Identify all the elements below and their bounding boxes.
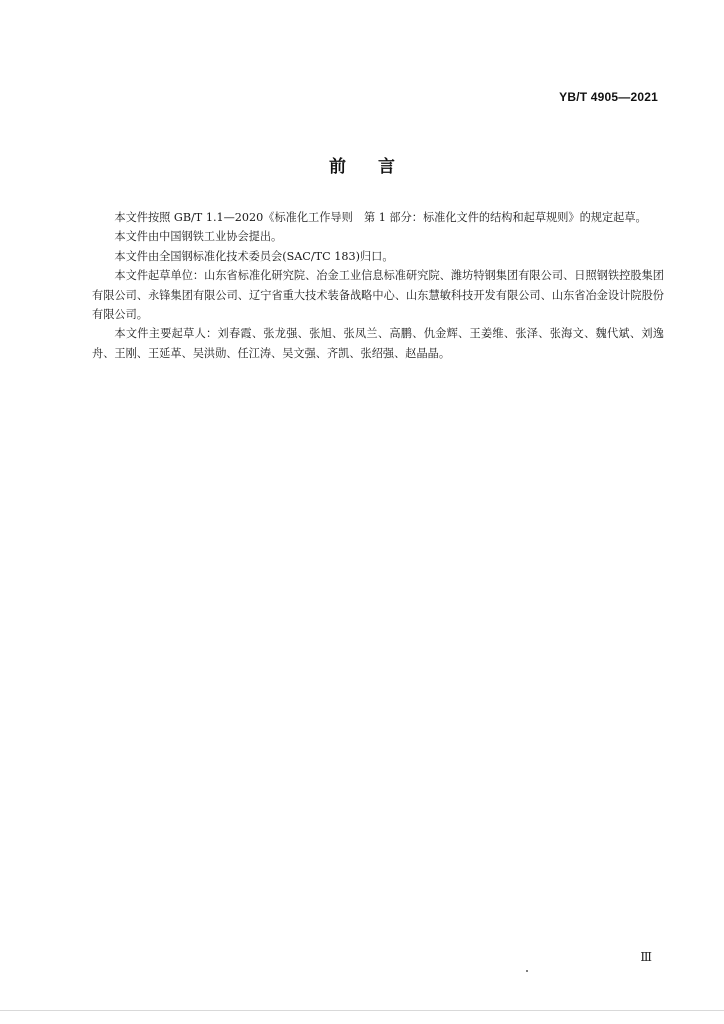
page-title: 前言 (329, 157, 427, 177)
paragraph-drafting-units: 本文件起草单位：山东省标准化研究院、冶金工业信息标准研究院、潍坊特钢集团有限公司、日照钢铁控股集团有限公司、永锋集团有限公司、辽宁省重大技术装备战略中心、山东慧敏科技开发有限公司、山东省冶金设计院股份有限公司。 (92, 269, 664, 322)
paragraph-main-drafters: 本文件主要起草人：刘春霞、张龙强、张旭、张凤兰、高鹏、仇金辉、王姜维、张泽、张海文、魏代斌、刘逸舟、王刚、王延革、吴洪勋、任江涛、吴文强、齐凯、张绍强、赵晶晶。 (92, 327, 664, 360)
document-code: YB/T 4905—2021 (559, 90, 658, 104)
foreword-body (92, 208, 664, 363)
page-bottom-edge (0, 1010, 724, 1011)
scan-speck (526, 970, 528, 972)
page-number: Ⅲ (640, 950, 652, 964)
paragraph-drafting-rules: 本文件按照 GB/T 1.1—2020《标准化工作导则 第 1 部分：标准化文件的结构和起草规则》的规定起草。 (114, 211, 647, 224)
paragraph-administrator: 本文件由全国钢标准化技术委员会(SAC/TC 183)归口。 (114, 249, 394, 263)
paragraph-proposer: 本文件由中国钢铁工业协会提出。 (114, 230, 283, 244)
